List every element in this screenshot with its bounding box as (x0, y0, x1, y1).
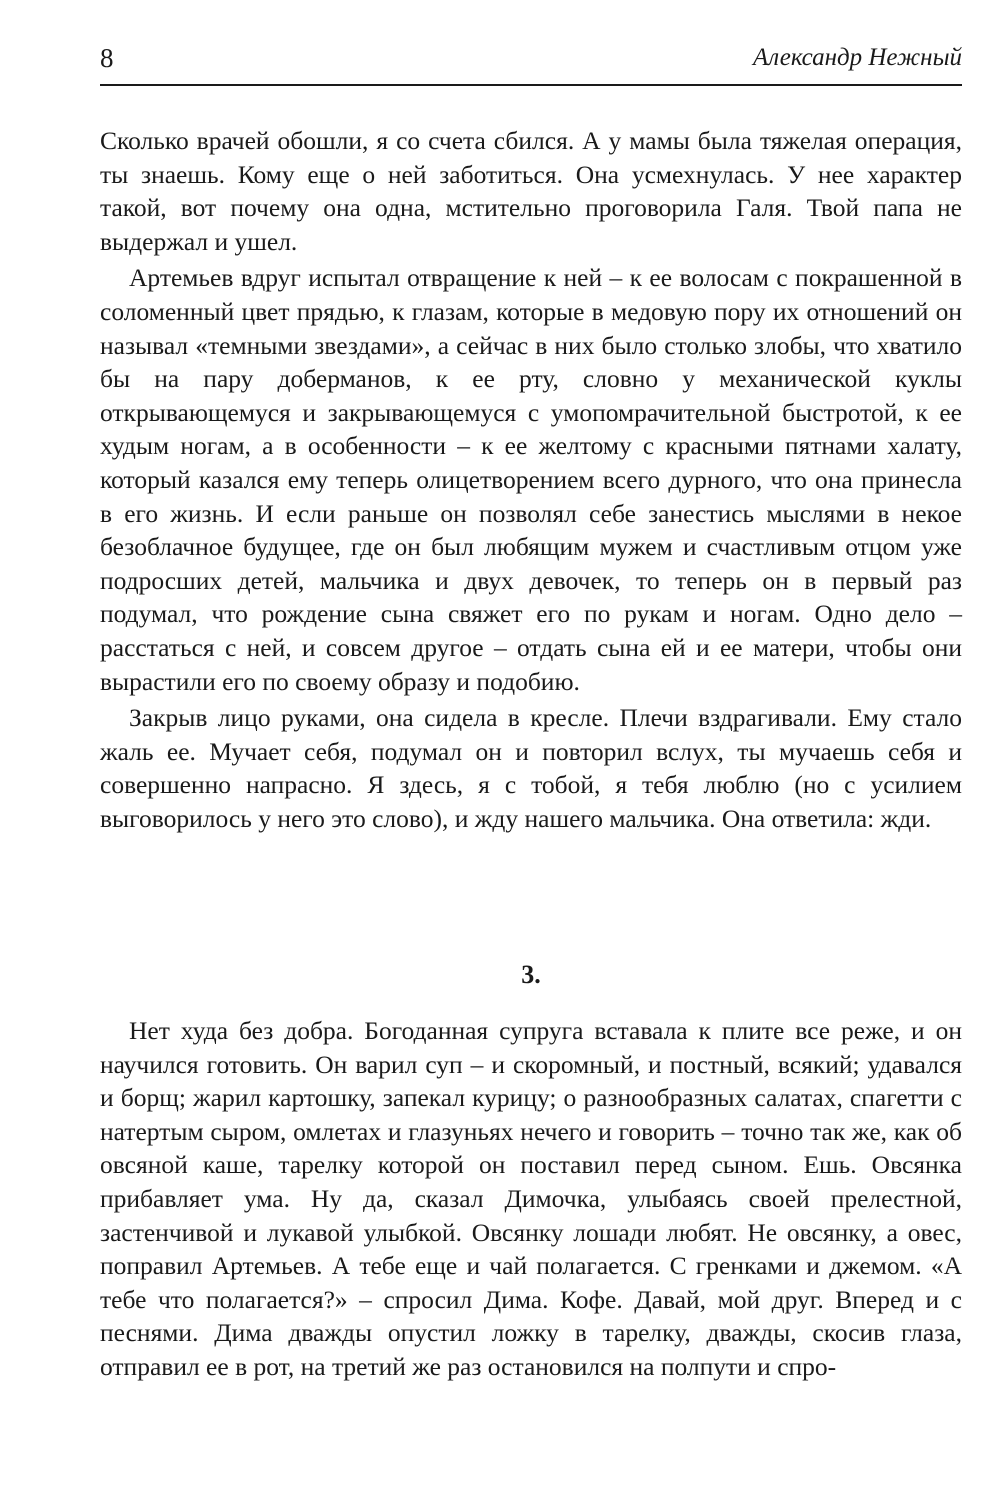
paragraph-4: Нет худа без добра. Богоданная супруга вставала к плите все реже, и он научился готовить. Он варил суп – и скоромный, и постный, всякий; удавался и борщ; жарил картошку, запекал курицу; о разнообразных салатах, спагетти с натертым сыром, омлетах и глазуньях нечего и говорить – точно так же, как об овсяной каше, тарелку которой он поставил перед сыном. Ешь. Овсянка прибавляет ума. Ну да, сказал Димочка, улыбаясь своей прелестной, застенчивой и лукавой улыбкой. Овсянку лошади любят. Не овсянку, а овес, поправил Артемьев. А тебе еще и чай полагается. С гренками и джемом. «А тебе что полагается?» – спросил Дима. Кофе. Давай, мой друг. Вперед и с песнями. Дима дважды опустил ложку в тарелку, дважды, скосив глаза, отправил ее в рот, на третий же раз остановился на полпути и спро- (100, 1016, 962, 1381)
paragraph-2: Артемьев вдруг испытал отвращение к ней – к ее волосам с покрашенной в соломенный цвет прядью, к глазам, которые в медовую пору их отношений он называл «темными звездами», а сейчас в них было столько злобы, что хватило бы на пару доберманов, к ее рту, словно у механической куклы открывающемуся и закрывающемуся с умопомрачительной быстротой, к ее худым ногам, а в особенности – к ее желтому с красными пятнами халату, который казался ему теперь олицетворением всего дурного, что она принесла в его жизнь. И если раньше он позволял себе занестись мыслями в некое безоблачное будущее, где он был любящим мужем и счастливым отцом уже подросших детей, мальчика и двух девочек, то теперь он в первый раз подумал, что рождение сына свяжет его по рукам и ногам. Одно дело – расстаться с ней, и совсем другое – отдать сына ей и ее матери, чтобы они вырастили его по своему образу и подобию. (100, 263, 962, 696)
paragraph-3: Закрыв лицо руками, она сидела в кресле. Плечи вздрагивали. Ему стало жаль ее. Мучает себя, подумал он и повторил вслух, ты мучаешь себя и совершенно напрасно. Я здесь, я с тобой, я тебя люблю (но с усилием выговорилось у него это слово), и жду нашего мальчика. Она ответила: жди. (100, 703, 962, 833)
text-block-2 (100, 1014, 962, 1384)
page-number: 8 (100, 43, 114, 73)
section-heading: 3. (521, 960, 541, 989)
page-header (100, 38, 962, 78)
header-divider (100, 84, 962, 86)
text-block-1 (100, 124, 962, 835)
running-head-author: Александр Нежный (753, 44, 962, 71)
paragraph-1: Сколько врачей обошли, я со счета сбился. А у мамы была тяжелая операция, ты знаешь. Кому еще о ней заботиться. Она усмехнулась. У нее характер такой, вот почему она одна, мстительно проговорила Галя. Твой папа не выдержал и ушел. (100, 126, 962, 256)
